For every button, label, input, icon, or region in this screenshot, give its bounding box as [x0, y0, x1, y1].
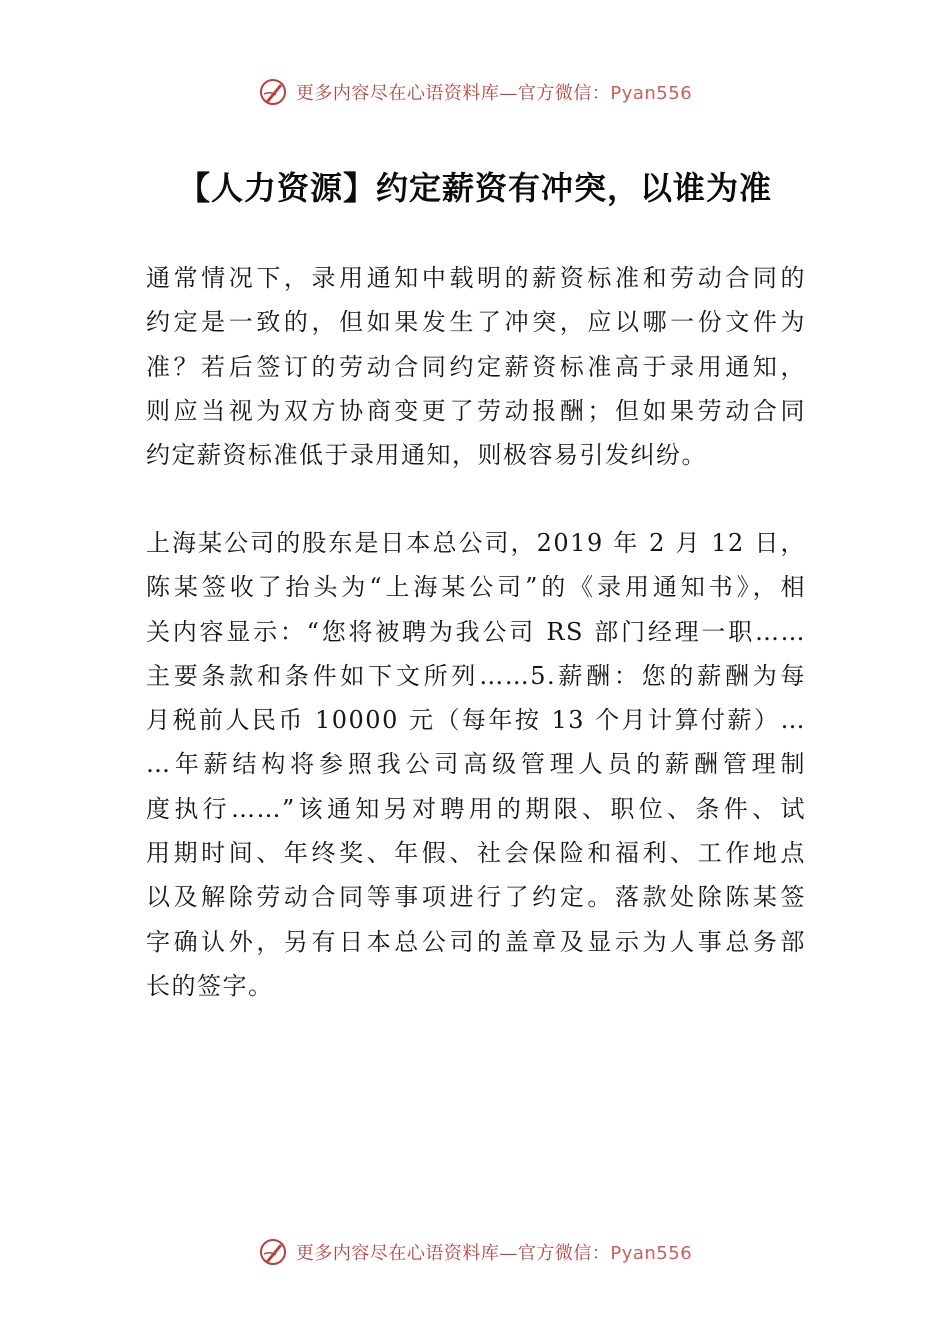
watermark-text	[296, 79, 692, 105]
paragraph-line: 约定薪资标准低于录用通知，则极容易引发纠纷。	[146, 441, 707, 470]
quill-pen-logo-icon	[258, 77, 288, 107]
paragraph-line: 则应当视为双方协商变更了劳动报酬；但如果劳动合同	[146, 396, 806, 425]
watermark-text	[296, 1239, 692, 1265]
paragraph-line: 上海某公司的股东是日本总公司，2019 年 2 月 12 日，	[146, 529, 806, 557]
paragraph-line: 陈某签收了抬头为“上海某公司”的《录用通知书》，相	[146, 573, 806, 602]
watermark-label: 更多内容尽在心语资料库—官方微信：	[295, 1243, 611, 1264]
watermark-wechat-id: Pyan556	[610, 83, 693, 104]
paragraph-line: 度执行……”该通知另对聘用的期限、职位、条件、试	[146, 794, 806, 823]
paragraph-1	[146, 256, 806, 477]
paragraph-line: 约定是一致的，但如果发生了冲突，应以哪一份文件为	[146, 308, 806, 337]
paragraph-line: …年薪结构将参照我公司高级管理人员的薪酬管理制	[146, 750, 806, 779]
watermark-label: 更多内容尽在心语资料库—官方微信：	[295, 83, 611, 104]
paragraph-line: 用期时间、年终奖、年假、社会保险和福利、工作地点	[146, 839, 806, 868]
paragraph-line: 关内容显示：“您将被聘为我公司 RS 部门经理一职……	[146, 617, 806, 646]
paragraph-2	[146, 521, 806, 1008]
paragraph-line: 长的签字。	[146, 971, 274, 1000]
footer-watermark	[0, 1232, 950, 1272]
quill-pen-logo-icon	[258, 1237, 288, 1267]
watermark-wechat-id: Pyan556	[610, 1243, 693, 1264]
header-watermark	[0, 72, 950, 112]
paragraph-line: 主要条款和条件如下文所列……5.薪酬：您的薪酬为每	[146, 661, 806, 690]
paragraph-line: 字确认外，另有日本总公司的盖章及显示为人事总务部	[146, 927, 806, 956]
document-title: 【人力资源】约定薪资有冲突，以谁为准	[177, 169, 772, 207]
paragraph-line: 通常情况下，录用通知中载明的薪资标准和劳动合同的	[146, 264, 806, 292]
paragraph-line: 月税前人民币 10000 元（每年按 13 个月计算付薪）…	[146, 706, 806, 735]
paragraph-line: 准？若后签订的劳动合同约定薪资标准高于录用通知，	[146, 352, 806, 381]
paragraph-line: 以及解除劳动合同等事项进行了约定。落款处除陈某签	[146, 883, 806, 912]
